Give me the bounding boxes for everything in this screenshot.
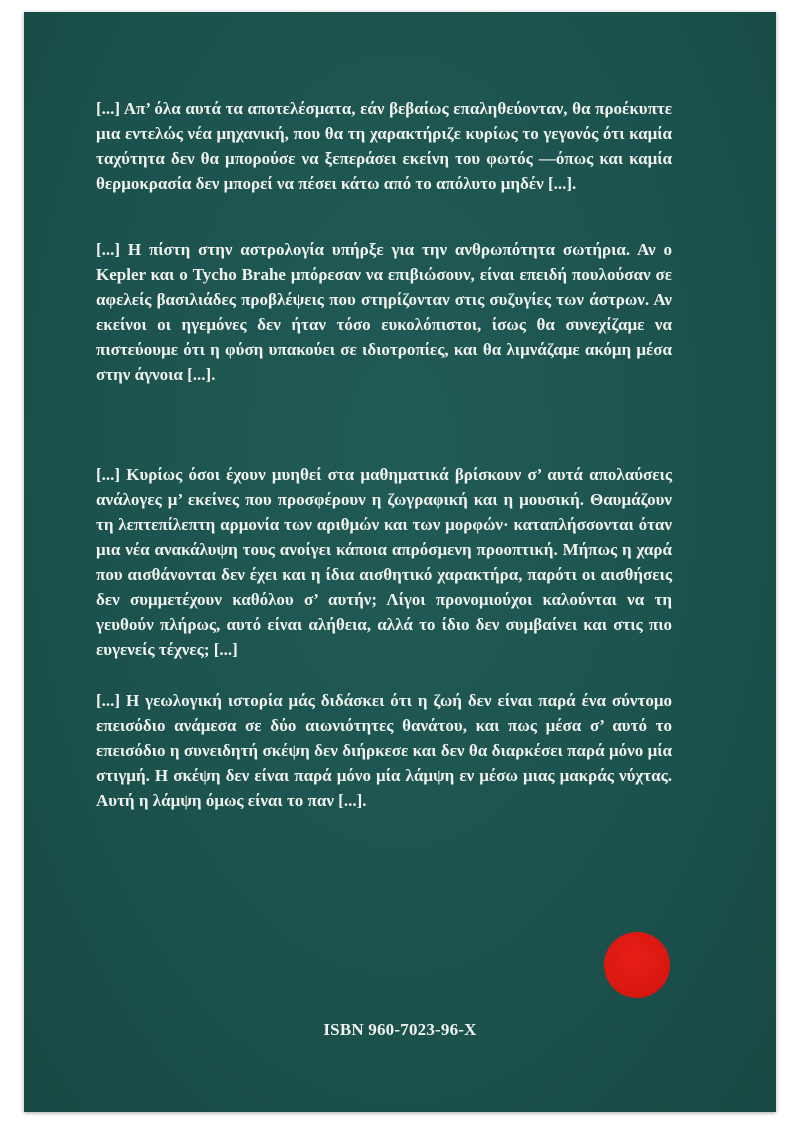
quote-paragraph-3: [...] Κυρίως όσοι έχουν μυηθεί στα μαθηματικά βρίσκουν σ’ αυτά απολαύσεις ανάλογες μ’ εκείνες που προσφέρουν η ζωγραφική και η μουσική. Θαυμάζουν τη λεπτεπίλεπτη αρμονία των αριθμών και των μορφών· καταπλήσσονται όταν μια νέα ανακάλυψη τους ανοίγει κάποια απρόσμενη προοπτική. Μήπως η χαρά που αισθάνονται δεν έχει και η ίδια αισθητικό χαρακτήρα, παρότι οι αισθήσεις δεν συμμετέχουν καθόλου σ’ αυτήν; Λίγοι προνομιούχοι καλούνται να τη γευθούν πλήρως, αυτό είναι αλήθεια, αλλά το ίδιο δεν συμβαίνει και στις πιο ευγενείς τέχνες; [...] xyxy=(96,465,672,659)
quote-paragraph-1: [...] Απ’ όλα αυτά τα αποτελέσματα, εάν βεβαίως επαληθεύονταν, θα προέκυπτε μια εντελώς νέα μηχανική, που θα τη χαρακτήριζε κυρίως το γεγονός ότι καμία ταχύτητα δεν θα μπορούσε να ξεπεράσει εκείνη του φωτός —όπως και καμία θερμοκρασία δεν μπορεί να πέσει κάτω από το απόλυτο μηδέν [...]. xyxy=(96,99,672,193)
quote-paragraph-2: [...] Η πίστη στην αστρολογία υπήρξε για την ανθρωπότητα σωτήρια. Αν ο Kepler και ο Tycho Brahe μπόρεσαν να επιβιώσουν, είναι επειδή πουλούσαν σε αφελείς βασιλιάδες προβλέψεις που στηρίζονταν στις συζυγίες των άστρων. Αν εκείνοι οι ηγεμόνες δεν ήταν τόσο ευκολόπιστοι, ίσως θα συνεχίζαμε να πιστεύουμε ότι η φύση υπακούει σε ιδιοτροπίες, και θα λιμνάζαμε ακόμη μέσα στην άγνοια [...]. xyxy=(96,240,672,384)
isbn-label: ISBN 960-7023-96-X xyxy=(323,1020,477,1039)
quote-paragraph-4: [...] Η γεωλογική ιστορία μάς διδάσκει ότι η ζωή δεν είναι παρά ένα σύντομο επεισόδιο ανάμεσα σε δύο αιωνιότητες θανάτου, και πως μέσα σ’ αυτό το επεισόδιο η συνειδητή σκέψη δεν διήρκεσε και δεν θα διαρκέσει παρά μόνο μία στιγμή. Η σκέψη δεν είναι παρά μόνο μία λάμψη εν μέσω μιας μακράς νύχτας. Αυτή η λάμψη όμως είναι το παν [...]. xyxy=(96,691,672,810)
red-dot-emblem xyxy=(604,932,670,998)
